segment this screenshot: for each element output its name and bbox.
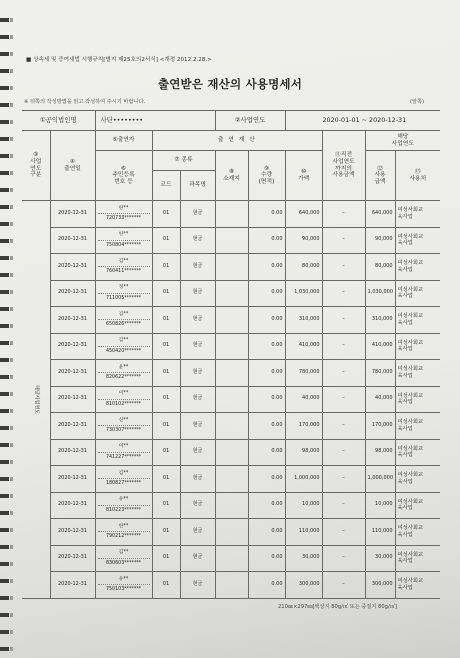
- header-code: 코드: [152, 171, 180, 201]
- asset-item-cell: 현금: [180, 254, 215, 281]
- quantity-cell: 0.00: [248, 545, 285, 572]
- prior-used-cell: –: [322, 280, 365, 307]
- header-item: 과목명: [180, 171, 215, 201]
- asset-item-cell: 현금: [180, 227, 215, 254]
- form-reference: ■ 상속세 및 증여세법 시행규칙[별지 제25호의2서식] <개정 2012.2.28.>: [26, 57, 212, 63]
- donor-cell: [95, 413, 152, 440]
- donation-usage-table: [22, 110, 440, 599]
- location-cell: [215, 439, 248, 466]
- used-amount-cell: 780,000: [365, 360, 395, 387]
- used-for-text: 여성사회교육사업: [397, 551, 424, 565]
- header-kind: ⑦ 종류: [152, 151, 215, 171]
- binding-holes: [10, 8, 13, 653]
- used-for-text: 여성사회교육사업: [397, 498, 424, 512]
- donor-name: 이**: [118, 444, 129, 450]
- prior-used-cell: –: [322, 386, 365, 413]
- used-amount-cell: 90,000: [365, 227, 395, 254]
- value-cell: 80,000: [285, 254, 322, 281]
- prior-used-cell: –: [322, 307, 365, 334]
- donor-cell: [95, 227, 152, 254]
- donation-date-cell: 2020-12-31: [50, 360, 95, 387]
- location-cell: [215, 280, 248, 307]
- donation-date-cell: 2020-12-31: [50, 519, 95, 546]
- value-cell: 1,030,000: [285, 280, 322, 307]
- header-donor-id: ⑥ 주민등록 번호 등: [95, 151, 152, 201]
- prior-used-cell: –: [322, 333, 365, 360]
- value-cell: 98,000: [285, 439, 322, 466]
- asset-code-cell: 01: [152, 492, 180, 519]
- used-for-text: 여성사회교육사업: [397, 392, 424, 406]
- prior-used-cell: –: [322, 439, 365, 466]
- used-for-cell: [395, 201, 440, 228]
- donor-name: 김**: [118, 338, 129, 344]
- location-cell: [215, 307, 248, 334]
- asset-code-cell: 01: [152, 360, 180, 387]
- quantity-cell: 0.00: [248, 492, 285, 519]
- donor-name: 윤**: [118, 364, 129, 370]
- value-cell: 300,000: [285, 572, 322, 599]
- used-amount-cell: 300,000: [365, 572, 395, 599]
- donation-date-cell: 2020-12-31: [50, 227, 95, 254]
- used-for-cell: [395, 545, 440, 572]
- asset-code-cell: 01: [152, 439, 180, 466]
- used-for-cell: [395, 466, 440, 493]
- asset-item-cell: 현금: [180, 439, 215, 466]
- donor-name: 이**: [118, 391, 129, 397]
- asset-code-cell: 01: [152, 307, 180, 334]
- used-for-cell: [395, 572, 440, 599]
- quantity-cell: 0.00: [248, 466, 285, 493]
- used-for-text: 여성사회교육사업: [397, 339, 424, 353]
- used-for-cell: [395, 519, 440, 546]
- value-cell: 10,000: [285, 492, 322, 519]
- donor-name: 유**: [118, 497, 129, 503]
- value-cell: 1,000,000: [285, 466, 322, 493]
- prior-used-cell: –: [322, 519, 365, 546]
- location-cell: [215, 413, 248, 440]
- asset-code-cell: 01: [152, 545, 180, 572]
- quantity-cell: 0.00: [248, 227, 285, 254]
- donor-id: 650826*******: [98, 319, 150, 328]
- quantity-cell: 0.00: [248, 333, 285, 360]
- donor-cell: [95, 545, 152, 572]
- paper-spec-footer: 210㎜×297㎜[백상지 80g/㎡ 또는 중질지 80g/㎡]: [278, 604, 397, 610]
- table-row: [22, 227, 440, 254]
- asset-code-cell: 01: [152, 333, 180, 360]
- asset-code-cell: 01: [152, 227, 180, 254]
- asset-item-cell: 현금: [180, 360, 215, 387]
- asset-item-cell: 현금: [180, 519, 215, 546]
- prior-used-cell: –: [322, 201, 365, 228]
- location-cell: [215, 572, 248, 599]
- used-amount-cell: 110,000: [365, 519, 395, 546]
- quantity-cell: 0.00: [248, 360, 285, 387]
- header-quantity: ⑨ 수량 (면적): [248, 151, 285, 201]
- donor-id: 810102*******: [98, 399, 150, 408]
- prior-used-cell: –: [322, 545, 365, 572]
- location-cell: [215, 545, 248, 572]
- used-for-text: 여성사회교육사업: [397, 445, 424, 459]
- donation-date-cell: 2020-12-31: [50, 413, 95, 440]
- donation-date-cell: 2020-12-31: [50, 545, 95, 572]
- value-cell: 410,000: [285, 333, 322, 360]
- prior-used-cell: –: [322, 492, 365, 519]
- table-row: [22, 545, 440, 572]
- donor-cell: [95, 519, 152, 546]
- table-row: [22, 492, 440, 519]
- table-row: [22, 466, 440, 493]
- donor-cell: [95, 439, 152, 466]
- used-for-cell: [395, 413, 440, 440]
- quantity-cell: 0.00: [248, 280, 285, 307]
- table-row: [22, 280, 440, 307]
- asset-code-cell: 01: [152, 466, 180, 493]
- asset-code-cell: 01: [152, 572, 180, 599]
- donation-date-cell: 2020-12-31: [50, 439, 95, 466]
- header-donated-property: 출 연 재 산: [152, 131, 322, 151]
- table-header: [22, 111, 440, 201]
- donation-date-cell: 2020-12-31: [50, 386, 95, 413]
- used-for-text: 여성사회교육사업: [397, 419, 424, 432]
- table-row: [22, 307, 440, 334]
- used-for-text: 여성사회교육사업: [397, 578, 424, 591]
- used-for-cell: [395, 280, 440, 307]
- document-title: 출연받은 재산의 사용명세서: [157, 77, 303, 91]
- location-cell: [215, 492, 248, 519]
- info-row: [22, 111, 440, 131]
- donor-cell: [95, 307, 152, 334]
- donor-id: 450420*******: [98, 346, 150, 355]
- used-amount-cell: 40,000: [365, 386, 395, 413]
- header-used-for: ⑬ 사용처: [395, 151, 440, 201]
- value-cell: 780,000: [285, 360, 322, 387]
- org-name-value: 사단••••••••: [95, 111, 215, 131]
- header-prior-used: ⑪직전 사업연도 까지의 사용금액: [322, 131, 365, 201]
- donor-name: 신**: [118, 417, 129, 423]
- donor-name: 김**: [118, 311, 129, 317]
- location-cell: [215, 254, 248, 281]
- donor-cell: [95, 386, 152, 413]
- table-row: [22, 572, 440, 599]
- asset-item-cell: 현금: [180, 386, 215, 413]
- donor-cell: [95, 254, 152, 281]
- asset-code-cell: 01: [152, 386, 180, 413]
- used-for-text: 여성사회교육사업: [397, 207, 424, 220]
- used-for-cell: [395, 360, 440, 387]
- header-donor: ⑤출연자: [95, 131, 152, 151]
- donor-name: 정**: [118, 285, 129, 291]
- used-for-text: 여성사회교육사업: [397, 233, 424, 247]
- used-for-cell: [395, 254, 440, 281]
- location-cell: [215, 386, 248, 413]
- asset-code-cell: 01: [152, 254, 180, 281]
- header-current-year: 해당 사업연도: [365, 131, 440, 151]
- donor-id: 790212*******: [98, 531, 150, 540]
- used-for-text: 여성사회교육사업: [397, 366, 424, 379]
- used-for-cell: [395, 492, 440, 519]
- donor-name: 한**: [118, 205, 129, 211]
- used-amount-cell: 98,000: [365, 439, 395, 466]
- table-row: [22, 333, 440, 360]
- page-side-label: (앞쪽): [410, 99, 425, 105]
- used-amount-cell: 640,000: [365, 201, 395, 228]
- donation-date-cell: 2020-12-31: [50, 466, 95, 493]
- location-cell: [215, 333, 248, 360]
- table-row: [22, 254, 440, 281]
- donor-id: 741227*******: [98, 452, 150, 461]
- value-cell: 110,000: [285, 519, 322, 546]
- prior-used-cell: –: [322, 227, 365, 254]
- donor-id: 711005*******: [98, 293, 150, 302]
- used-for-text: 여성사회교육사업: [397, 286, 424, 300]
- used-for-text: 여성사회교육사업: [397, 313, 424, 326]
- location-cell: [215, 227, 248, 254]
- table-row: [22, 386, 440, 413]
- donor-id: 820622*******: [98, 372, 150, 381]
- asset-item-cell: 현금: [180, 466, 215, 493]
- donor-name: 유**: [118, 576, 129, 582]
- value-cell: 170,000: [285, 413, 322, 440]
- asset-item-cell: 현금: [180, 545, 215, 572]
- quantity-cell: 0.00: [248, 386, 285, 413]
- donor-name: 김**: [118, 470, 129, 476]
- value-cell: 310,000: [285, 307, 322, 334]
- asset-item-cell: 현금: [180, 280, 215, 307]
- used-amount-cell: 80,000: [365, 254, 395, 281]
- used-amount-cell: 410,000: [365, 333, 395, 360]
- header-period-type: ③ 사업 연도 구분: [22, 131, 50, 201]
- used-amount-cell: 1,000,000: [365, 466, 395, 493]
- header-value: ⑩ 가액: [285, 151, 322, 201]
- header-row-1: [22, 131, 440, 151]
- prior-used-cell: –: [322, 466, 365, 493]
- used-for-cell: [395, 439, 440, 466]
- donor-name: 김**: [118, 258, 129, 264]
- header-used-amount: ⑫ 사용 금액: [365, 151, 395, 201]
- donation-date-cell: 2020-12-31: [50, 492, 95, 519]
- asset-item-cell: 현금: [180, 572, 215, 599]
- donor-cell: [95, 360, 152, 387]
- asset-code-cell: 01: [152, 280, 180, 307]
- donation-date-cell: 2020-12-31: [50, 333, 95, 360]
- quantity-cell: 0.00: [248, 519, 285, 546]
- donor-id: 750103*******: [98, 584, 150, 593]
- quantity-cell: 0.00: [248, 307, 285, 334]
- used-for-cell: [395, 307, 440, 334]
- value-cell: 640,000: [285, 201, 322, 228]
- location-cell: [215, 466, 248, 493]
- quantity-cell: 0.00: [248, 439, 285, 466]
- donation-date-cell: 2020-12-31: [50, 254, 95, 281]
- prior-used-cell: –: [322, 360, 365, 387]
- donor-id: 810223*******: [98, 505, 150, 514]
- value-cell: 90,000: [285, 227, 322, 254]
- used-amount-cell: 30,000: [365, 545, 395, 572]
- donor-name: 김**: [118, 550, 129, 556]
- header-location: ⑧ 소재지: [215, 151, 248, 201]
- table-body: [22, 201, 440, 599]
- location-cell: [215, 201, 248, 228]
- asset-item-cell: 현금: [180, 333, 215, 360]
- donor-cell: [95, 492, 152, 519]
- used-for-cell: [395, 333, 440, 360]
- table-row: [22, 439, 440, 466]
- asset-item-cell: 현금: [180, 492, 215, 519]
- donor-id: 720733*******: [98, 213, 150, 222]
- table-row: [22, 519, 440, 546]
- fiscal-year-label: ②사업연도: [215, 111, 285, 131]
- asset-code-cell: 01: [152, 201, 180, 228]
- donor-cell: [95, 201, 152, 228]
- asset-code-cell: 01: [152, 519, 180, 546]
- spiral-binding: [0, 8, 9, 653]
- donor-id: 730307*******: [98, 425, 150, 434]
- donor-name: 한**: [118, 523, 129, 529]
- donor-id: 760411*******: [98, 266, 150, 275]
- quantity-cell: 0.00: [248, 572, 285, 599]
- period-type-cell: 해당사업연도: [22, 201, 50, 599]
- value-cell: 40,000: [285, 386, 322, 413]
- donation-date-cell: 2020-12-31: [50, 201, 95, 228]
- used-amount-cell: 170,000: [365, 413, 395, 440]
- value-cell: 30,000: [285, 545, 322, 572]
- prior-used-cell: –: [322, 254, 365, 281]
- location-cell: [215, 519, 248, 546]
- quantity-cell: 0.00: [248, 201, 285, 228]
- location-cell: [215, 360, 248, 387]
- donor-cell: [95, 466, 152, 493]
- used-amount-cell: 1,030,000: [365, 280, 395, 307]
- donation-date-cell: 2020-12-31: [50, 280, 95, 307]
- used-amount-cell: 10,000: [365, 492, 395, 519]
- donor-cell: [95, 333, 152, 360]
- used-for-cell: [395, 227, 440, 254]
- quantity-cell: 0.00: [248, 254, 285, 281]
- donor-id: 750804*******: [98, 240, 150, 249]
- donor-id: 830603*******: [98, 558, 150, 567]
- table-row: [22, 201, 440, 228]
- table-row: [22, 413, 440, 440]
- asset-code-cell: 01: [152, 413, 180, 440]
- prior-used-cell: –: [322, 413, 365, 440]
- prior-used-cell: –: [322, 572, 365, 599]
- used-amount-cell: 310,000: [365, 307, 395, 334]
- used-for-text: 여성사회교육사업: [397, 260, 424, 273]
- donor-name: 한**: [118, 232, 129, 238]
- quantity-cell: 0.00: [248, 413, 285, 440]
- donor-cell: [95, 280, 152, 307]
- asset-item-cell: 현금: [180, 307, 215, 334]
- table-row: [22, 360, 440, 387]
- used-for-cell: [395, 386, 440, 413]
- used-for-text: 여성사회교육사업: [397, 472, 424, 485]
- asset-item-cell: 현금: [180, 413, 215, 440]
- asset-item-cell: 현금: [180, 201, 215, 228]
- fiscal-year-value: 2020-01-01 ~ 2020-12-31: [285, 111, 440, 131]
- org-name-label: ①공익법인명: [22, 111, 95, 131]
- donation-date-cell: 2020-12-31: [50, 572, 95, 599]
- used-for-text: 여성사회교육사업: [397, 525, 424, 538]
- donor-cell: [95, 572, 152, 599]
- donation-date-cell: 2020-12-31: [50, 307, 95, 334]
- header-donation-date: ④ 출연일: [50, 131, 95, 201]
- donor-id: 180827*******: [98, 478, 150, 487]
- instruction-note: ※ 뒤쪽의 작성방법을 읽고 작성하여 주시기 바랍니다.: [24, 99, 146, 105]
